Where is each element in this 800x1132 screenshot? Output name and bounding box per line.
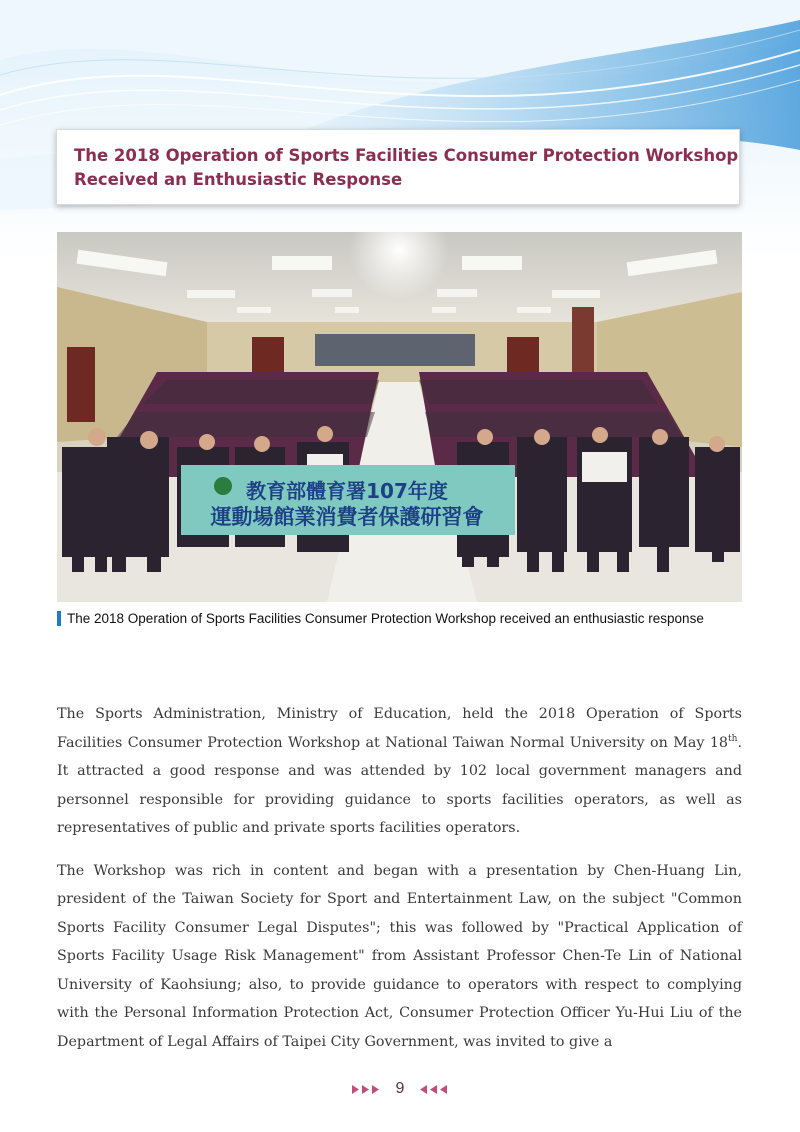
right-arrows-icon [352,1085,380,1094]
banner-text-line-1: 教育部體育署107年度 [246,479,448,503]
caption-accent-bar [57,611,61,626]
date-ordinal-superscript: th [728,733,738,744]
article-title-line-2: Received an Enthusiastic Response [74,170,403,189]
article-title-box [56,129,740,205]
page-number: 9 [395,1080,405,1097]
paragraph-1 [57,700,742,843]
caption-text: The 2018 Operation of Sports Facilities Consumer Protection Workshop received an enthusiastic response [67,611,704,626]
article-title [74,144,738,192]
banner-text-line-2: 運動場館業消費者保護研習會 [210,505,484,529]
paragraph-2: The Workshop was rich in content and began with a presentation by Chen-Huang Lin, president of the Taiwan Society for Sport and Entertainment Law, on the subject "Common Sports Facility Consumer Legal Disputes"; this was followed by "Practical Application of Sports Facility Usage Risk Management" from Assistant Professor Chen-Te Lin of National University of Kaohsiung; also, to provide guidance to operators with respect to complying with the Personal Information Protection Act, Consumer Protection Officer Yu-Hui Liu of the Department of Legal Affairs of Taipei City Government, was invited to give a [57,862,742,1050]
article-title-line-1: The 2018 Operation of Sports Facilities Consumer Protection Workshop [74,146,739,165]
paragraph-1-text-b: . It attracted a good response and was attended by 102 local government managers and personnel responsible for providing guidance to sports facilities operators, as well as representatives of public and private sports facilities operators. [57,734,742,836]
page-footer [0,1078,800,1100]
paragraph-1-text-a: The Sports Administration, Ministry of Education, held the 2018 Operation of Sports Facilities Consumer Protection Workshop at National Taiwan Normal University on May 18 [57,706,742,751]
article-body [57,700,742,1070]
workshop-group-photo [57,232,742,602]
left-arrows-icon [420,1085,448,1094]
